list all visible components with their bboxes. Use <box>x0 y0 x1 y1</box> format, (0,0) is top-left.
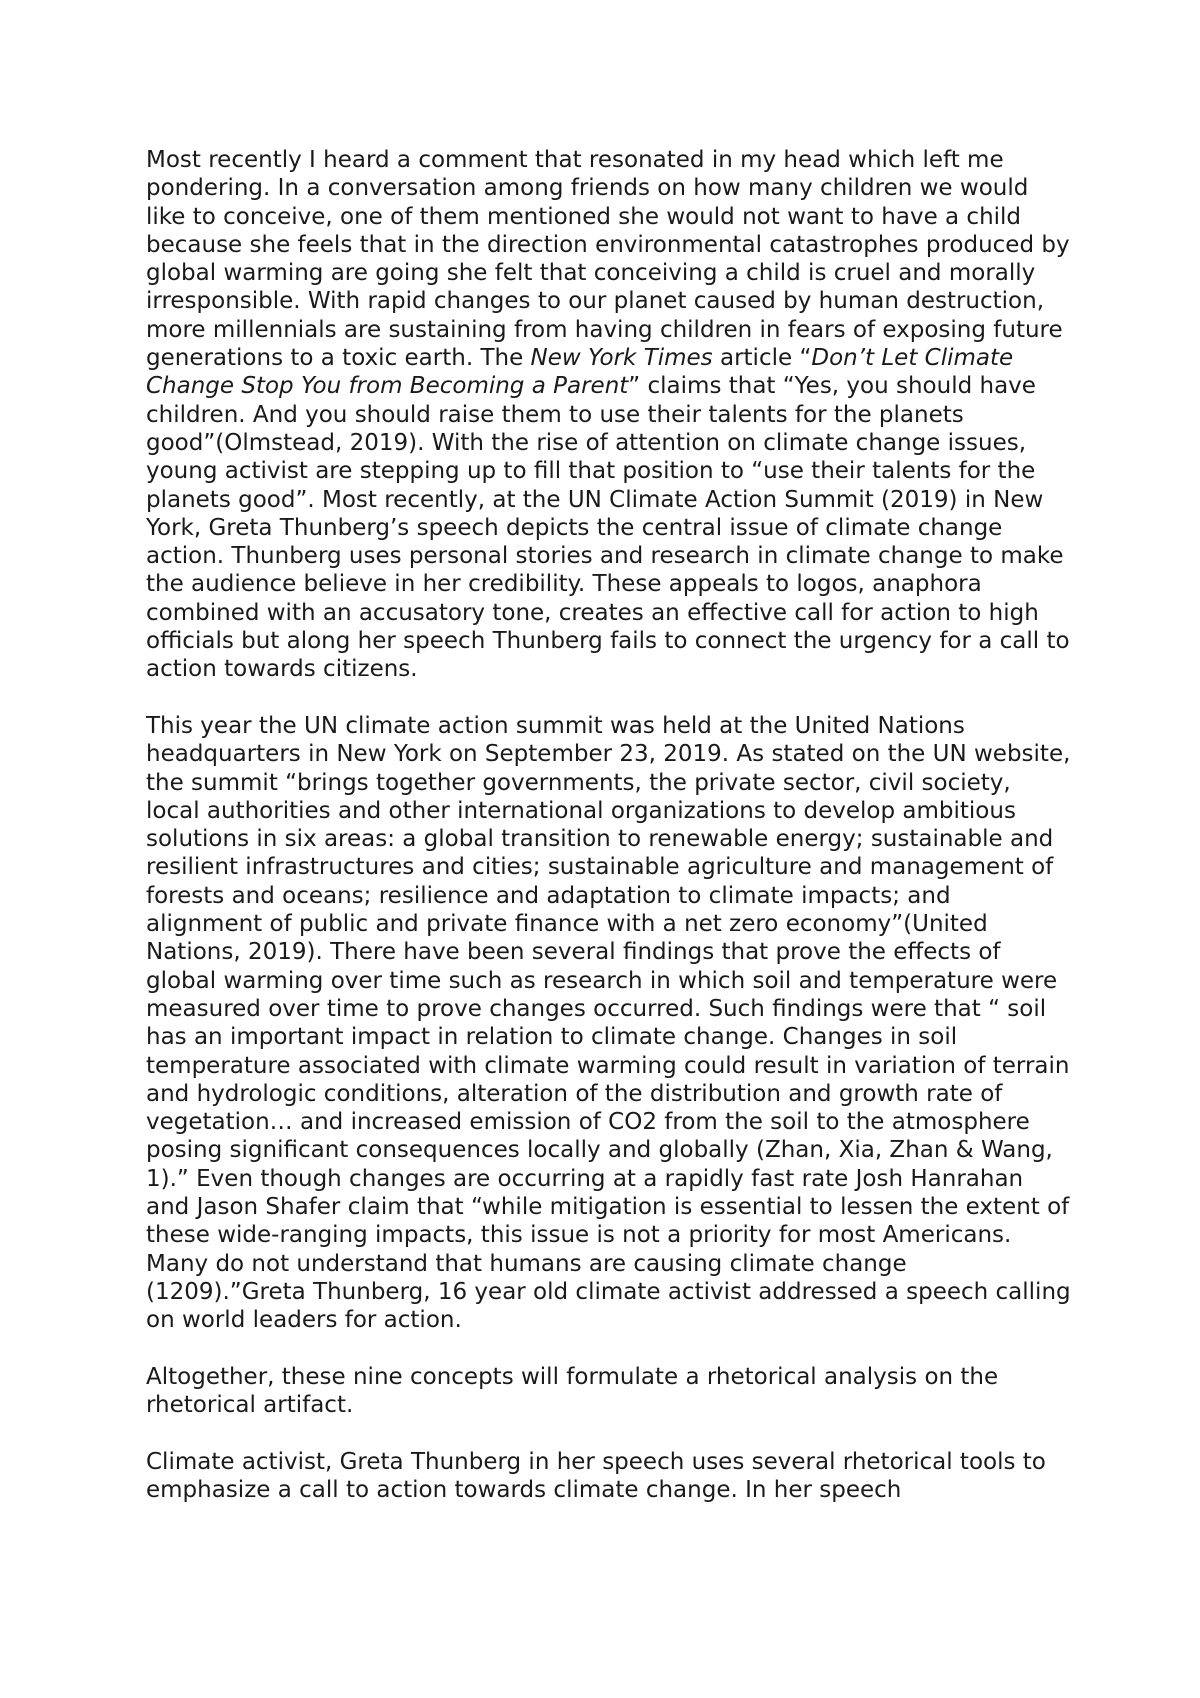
intro-text-1: Most recently I heard a comment that resonated in my head which left me pondering. In a conversation among friends on how many children we would like to conceive, one of them mentioned she would not want to have a child because she feels that in the direction environmental catastrophes produced by global warming are going she felt that conceiving a child is cruel and morally irresponsible. With rapid changes to our planet caused by human destruction, more millennials are sustaining from having children in fears of exposing future generations to a toxic earth. The <box>146 147 1077 372</box>
rhetorical-tools-text: Climate activist, Greta Thunberg in her speech uses several rhetorical tools to emphasize a call to action towards climate change. In her speech <box>146 1448 1054 1503</box>
concepts-text: Altogether, these nine concepts will formulate a rhetorical analysis on the rhetorical artifact. <box>146 1363 1006 1419</box>
document-body <box>146 146 1078 1504</box>
paragraph-intro <box>146 146 1077 684</box>
article-title: Don’t Let Climate Change Stop You from Becoming a Parent <box>146 345 1021 400</box>
publication-title: New York Times <box>530 345 713 372</box>
paragraph-summit-context <box>146 712 1078 1335</box>
paragraph-rhetorical-tools <box>146 1448 1071 1505</box>
paragraph-concepts <box>146 1363 1071 1420</box>
intro-text-2: article “ <box>712 345 812 372</box>
intro-text-3: ” claims that “Yes, you should have children. And you should raise them to use their talents for the planets good”(Olmstead, 2019). With the rise of attention on climate change issues, young activist are stepping up to fill that position to “use their talents for the planets good”. Most recently, at the UN Climate Action Summit (2019) in New York, Greta Thunberg’s speech depicts the central issue of climate change action. Thunberg uses personal stories and research in climate change to make the audience believe in her credibility. These appeals to logos, anaphora combined with an accusatory tone, creates an effective call for action to high officials but along her speech Thunberg fails to connect the urgency for a call to action towards citizens. <box>146 373 1077 683</box>
summit-context-text: This year the UN climate action summit was held at the United Nations headquarters in New York on September 23, 2019. As stated on the UN website, the summit “brings together governments, the private sector, civil society, local authorities and other international organizations to develop ambitious solutions in six areas: a global transition to renewable energy; sustainable and resilient infrastructures and cities; sustainable agriculture and management of forests and oceans; resilience and adaptation to climate impacts; and alignment of public and private finance with a net zero economy”(United Nations, 2019). There have been several findings that prove the effects of global warming over time such as research in which soil and temperature were measured over time to prove changes occurred. Such findings were that “ soil has an important impact in relation to climate change. Changes in soil temperature associated with climate warming could result in variation of terrain and hydrologic conditions, alteration of the distribution and growth rate of vegetation… and increased emission of CO2 from the soil to the atmosphere posing significant consequences locally and globally (Zhan, Xia, Zhan & Wang, 1).” Even though changes are occurring at a rapidly fast rate Josh Hanrahan and Jason Shafer claim that “while mitigation is essential to lessen the extent of these wide-ranging impacts, this issue is not a priority for most Americans. Many do not understand that humans are causing climate change (1209).”Greta Thunberg, 16 year old climate activist addressed a speech calling on world leaders for action. <box>146 712 1078 1334</box>
